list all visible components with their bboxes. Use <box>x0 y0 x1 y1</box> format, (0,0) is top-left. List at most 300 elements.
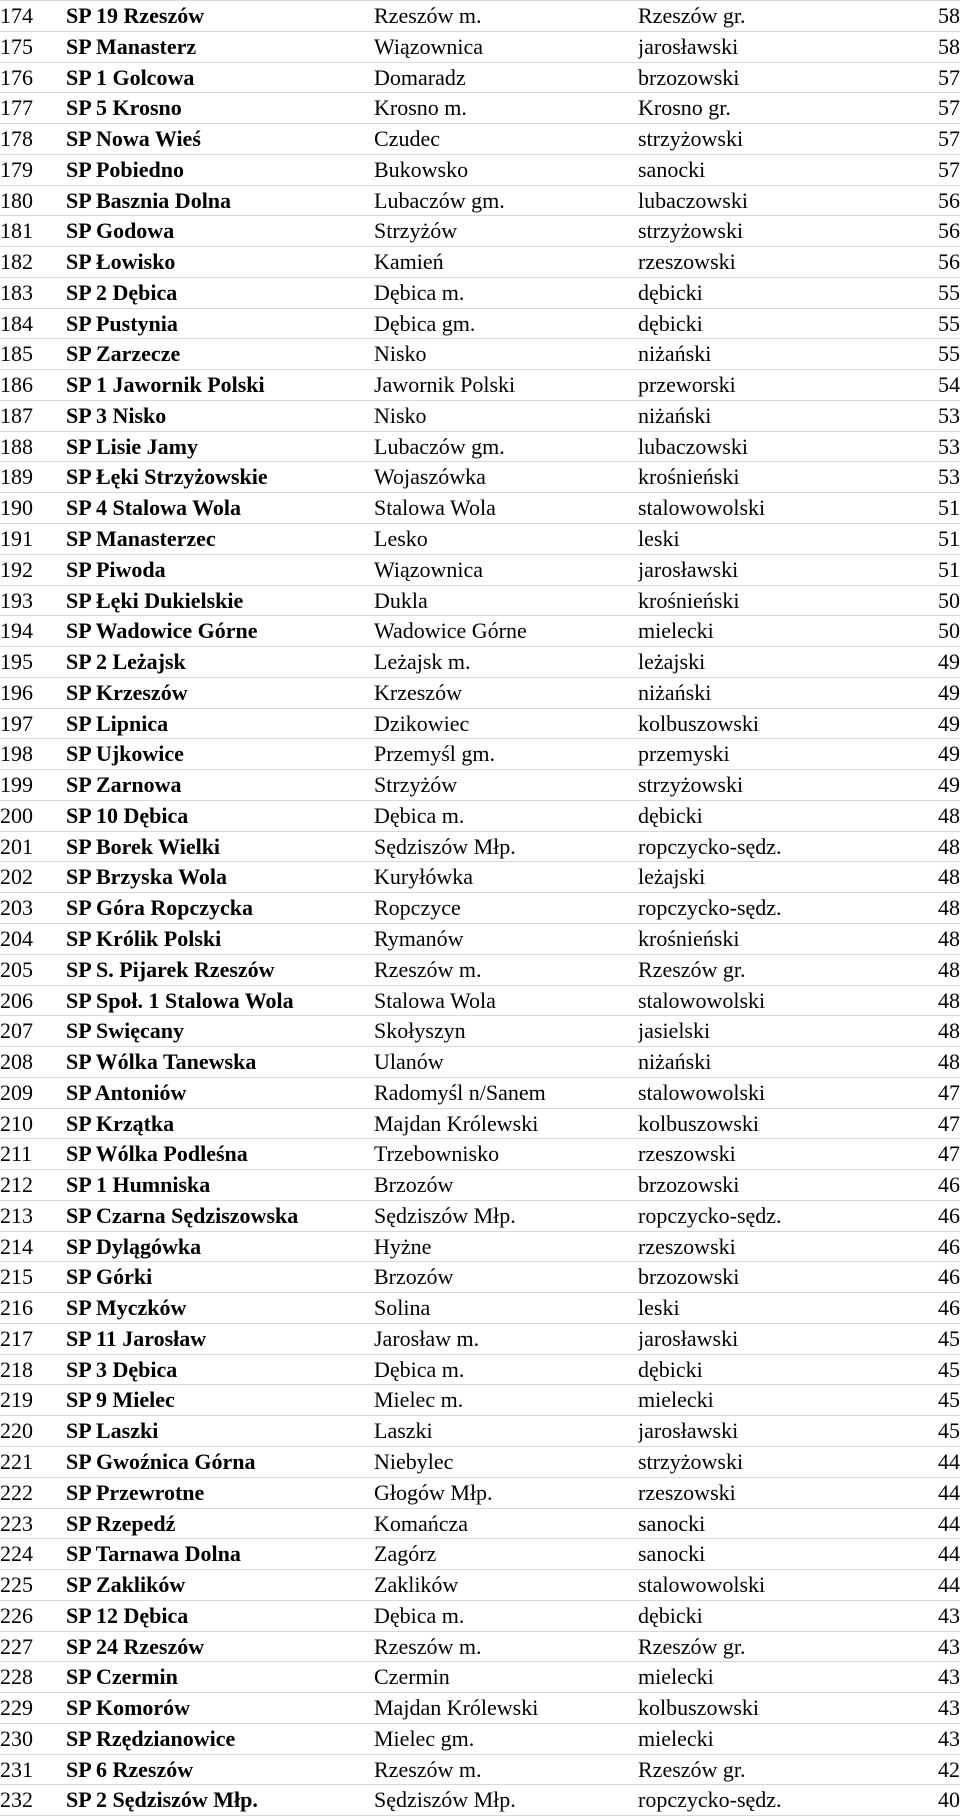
powiat-cell: kolbuszowski <box>638 708 898 739</box>
powiat-cell: ropczycko-sędz. <box>638 893 898 924</box>
gmina-cell: Rzeszów m. <box>374 954 638 985</box>
school-name-cell: SP Społ. 1 Stalowa Wola <box>66 985 374 1016</box>
school-name-cell: SP Manasterzec <box>66 524 374 555</box>
points-cell: 46 <box>898 1262 960 1293</box>
table-row <box>0 524 960 555</box>
powiat-cell: lubaczowski <box>638 431 898 462</box>
points-cell: 44 <box>898 1570 960 1601</box>
rank-cell: 230 <box>0 1723 66 1754</box>
points-cell: 42 <box>898 1754 960 1785</box>
rank-cell: 214 <box>0 1231 66 1262</box>
gmina-cell: Czermin <box>374 1662 638 1693</box>
points-cell: 48 <box>898 862 960 893</box>
points-cell: 48 <box>898 1016 960 1047</box>
school-name-cell: SP Góra Ropczycka <box>66 893 374 924</box>
rank-cell: 203 <box>0 893 66 924</box>
points-cell: 58 <box>898 1 960 32</box>
powiat-cell: lubaczowski <box>638 185 898 216</box>
gmina-cell: Nisko <box>374 339 638 370</box>
gmina-cell: Majdan Królewski <box>374 1693 638 1724</box>
school-name-cell: SP Krzątka <box>66 1108 374 1139</box>
table-row <box>0 1323 960 1354</box>
gmina-cell: Lubaczów gm. <box>374 185 638 216</box>
school-name-cell: SP Zarzecze <box>66 339 374 370</box>
rank-cell: 231 <box>0 1754 66 1785</box>
points-cell: 45 <box>898 1416 960 1447</box>
powiat-cell: ropczycko-sędz. <box>638 1200 898 1231</box>
gmina-cell: Dębica m. <box>374 277 638 308</box>
school-name-cell: SP 12 Dębica <box>66 1600 374 1631</box>
points-cell: 44 <box>898 1508 960 1539</box>
powiat-cell: niżański <box>638 677 898 708</box>
powiat-cell: jasielski <box>638 1016 898 1047</box>
school-name-cell: SP 11 Jarosław <box>66 1323 374 1354</box>
gmina-cell: Solina <box>374 1293 638 1324</box>
gmina-cell: Rzeszów m. <box>374 1 638 32</box>
points-cell: 49 <box>898 647 960 678</box>
points-cell: 47 <box>898 1139 960 1170</box>
table-row <box>0 1754 960 1785</box>
points-cell: 51 <box>898 524 960 555</box>
gmina-cell: Wiązownica <box>374 554 638 585</box>
school-name-cell: SP Swięcany <box>66 1016 374 1047</box>
gmina-cell: Dębica m. <box>374 800 638 831</box>
points-cell: 49 <box>898 739 960 770</box>
table-row <box>0 1446 960 1477</box>
school-name-cell: SP Dylągówka <box>66 1231 374 1262</box>
powiat-cell: stalowowolski <box>638 985 898 1016</box>
points-cell: 43 <box>898 1662 960 1693</box>
rank-cell: 188 <box>0 431 66 462</box>
school-name-cell: SP Lipnica <box>66 708 374 739</box>
table-row <box>0 893 960 924</box>
points-cell: 57 <box>898 124 960 155</box>
school-name-cell: SP 6 Rzeszów <box>66 1754 374 1785</box>
gmina-cell: Nisko <box>374 400 638 431</box>
gmina-cell: Radomyśl n/Sanem <box>374 1077 638 1108</box>
rank-cell: 202 <box>0 862 66 893</box>
powiat-cell: strzyżowski <box>638 124 898 155</box>
points-cell: 48 <box>898 923 960 954</box>
powiat-cell: przeworski <box>638 370 898 401</box>
gmina-cell: Wiązownica <box>374 31 638 62</box>
rank-cell: 196 <box>0 677 66 708</box>
powiat-cell: dębicki <box>638 800 898 831</box>
school-name-cell: SP 1 Golcowa <box>66 62 374 93</box>
rank-cell: 227 <box>0 1631 66 1662</box>
gmina-cell: Bukowsko <box>374 154 638 185</box>
rank-cell: 191 <box>0 524 66 555</box>
rank-cell: 184 <box>0 308 66 339</box>
points-cell: 47 <box>898 1077 960 1108</box>
gmina-cell: Stalowa Wola <box>374 493 638 524</box>
table-row <box>0 339 960 370</box>
powiat-cell: dębicki <box>638 308 898 339</box>
rank-cell: 222 <box>0 1477 66 1508</box>
rank-cell: 225 <box>0 1570 66 1601</box>
rank-cell: 232 <box>0 1785 66 1816</box>
table-row <box>0 185 960 216</box>
rank-cell: 221 <box>0 1446 66 1477</box>
powiat-cell: stalowowolski <box>638 1077 898 1108</box>
school-name-cell: SP Laszki <box>66 1416 374 1447</box>
gmina-cell: Lesko <box>374 524 638 555</box>
gmina-cell: Domaradz <box>374 62 638 93</box>
points-cell: 57 <box>898 62 960 93</box>
table-row <box>0 1354 960 1385</box>
points-cell: 57 <box>898 154 960 185</box>
powiat-cell: ropczycko-sędz. <box>638 831 898 862</box>
gmina-cell: Rzeszów m. <box>374 1754 638 1785</box>
powiat-cell: dębicki <box>638 1600 898 1631</box>
powiat-cell: rzeszowski <box>638 1477 898 1508</box>
school-name-cell: SP Antoniów <box>66 1077 374 1108</box>
rank-cell: 199 <box>0 770 66 801</box>
powiat-cell: kolbuszowski <box>638 1108 898 1139</box>
table-row <box>0 1693 960 1724</box>
rank-cell: 210 <box>0 1108 66 1139</box>
school-name-cell: SP Przewrotne <box>66 1477 374 1508</box>
points-cell: 43 <box>898 1693 960 1724</box>
gmina-cell: Dębica m. <box>374 1354 638 1385</box>
rank-cell: 216 <box>0 1293 66 1324</box>
table-row <box>0 1200 960 1231</box>
school-name-cell: SP Brzyska Wola <box>66 862 374 893</box>
points-cell: 45 <box>898 1323 960 1354</box>
powiat-cell: kolbuszowski <box>638 1693 898 1724</box>
school-name-cell: SP Zaklików <box>66 1570 374 1601</box>
points-cell: 55 <box>898 308 960 339</box>
points-cell: 53 <box>898 462 960 493</box>
rank-cell: 207 <box>0 1016 66 1047</box>
school-name-cell: SP Czarna Sędziszowska <box>66 1200 374 1231</box>
school-name-cell: SP 3 Nisko <box>66 400 374 431</box>
table-row <box>0 1539 960 1570</box>
rank-cell: 175 <box>0 31 66 62</box>
gmina-cell: Wadowice Górne <box>374 616 638 647</box>
gmina-cell: Mielec m. <box>374 1385 638 1416</box>
table-row <box>0 308 960 339</box>
ranking-table-body <box>0 1 960 1816</box>
table-row <box>0 1262 960 1293</box>
school-name-cell: SP 10 Dębica <box>66 800 374 831</box>
points-cell: 54 <box>898 370 960 401</box>
points-cell: 48 <box>898 1047 960 1078</box>
rank-cell: 206 <box>0 985 66 1016</box>
table-row <box>0 400 960 431</box>
school-name-cell: SP 1 Jawornik Polski <box>66 370 374 401</box>
points-cell: 49 <box>898 770 960 801</box>
table-row <box>0 1170 960 1201</box>
points-cell: 51 <box>898 554 960 585</box>
points-cell: 53 <box>898 400 960 431</box>
rank-cell: 180 <box>0 185 66 216</box>
school-name-cell: SP Łęki Dukielskie <box>66 585 374 616</box>
powiat-cell: jarosławski <box>638 1323 898 1354</box>
powiat-cell: Rzeszów gr. <box>638 954 898 985</box>
rank-cell: 189 <box>0 462 66 493</box>
points-cell: 43 <box>898 1600 960 1631</box>
points-cell: 58 <box>898 31 960 62</box>
gmina-cell: Krosno m. <box>374 93 638 124</box>
powiat-cell: dębicki <box>638 1354 898 1385</box>
rank-cell: 197 <box>0 708 66 739</box>
school-name-cell: SP 24 Rzeszów <box>66 1631 374 1662</box>
powiat-cell: dębicki <box>638 277 898 308</box>
gmina-cell: Czudec <box>374 124 638 155</box>
school-name-cell: SP Łęki Strzyżowskie <box>66 462 374 493</box>
points-cell: 44 <box>898 1539 960 1570</box>
rank-cell: 212 <box>0 1170 66 1201</box>
gmina-cell: Dębica m. <box>374 1600 638 1631</box>
rank-cell: 179 <box>0 154 66 185</box>
table-row <box>0 493 960 524</box>
school-name-cell: SP Nowa Wieś <box>66 124 374 155</box>
points-cell: 46 <box>898 1293 960 1324</box>
gmina-cell: Jawornik Polski <box>374 370 638 401</box>
table-row <box>0 770 960 801</box>
table-row <box>0 1108 960 1139</box>
gmina-cell: Rzeszów m. <box>374 1631 638 1662</box>
table-row <box>0 1231 960 1262</box>
rank-cell: 193 <box>0 585 66 616</box>
rank-cell: 194 <box>0 616 66 647</box>
school-name-cell: SP 9 Mielec <box>66 1385 374 1416</box>
school-name-cell: SP Królik Polski <box>66 923 374 954</box>
table-row <box>0 554 960 585</box>
powiat-cell: niżański <box>638 400 898 431</box>
school-name-cell: SP Borek Wielki <box>66 831 374 862</box>
gmina-cell: Dzikowiec <box>374 708 638 739</box>
rank-cell: 195 <box>0 647 66 678</box>
points-cell: 48 <box>898 954 960 985</box>
points-cell: 44 <box>898 1446 960 1477</box>
rank-cell: 198 <box>0 739 66 770</box>
powiat-cell: krośnieński <box>638 462 898 493</box>
rank-cell: 174 <box>0 1 66 32</box>
school-name-cell: SP 3 Dębica <box>66 1354 374 1385</box>
rank-cell: 209 <box>0 1077 66 1108</box>
table-row <box>0 1662 960 1693</box>
rank-cell: 186 <box>0 370 66 401</box>
gmina-cell: Lubaczów gm. <box>374 431 638 462</box>
table-row <box>0 1631 960 1662</box>
gmina-cell: Sędziszów Młp. <box>374 1200 638 1231</box>
gmina-cell: Głogów Młp. <box>374 1477 638 1508</box>
powiat-cell: mielecki <box>638 1385 898 1416</box>
school-name-cell: SP Łowisko <box>66 247 374 278</box>
powiat-cell: leżajski <box>638 647 898 678</box>
school-name-cell: SP 2 Sędziszów Młp. <box>66 1785 374 1816</box>
powiat-cell: rzeszowski <box>638 1231 898 1262</box>
rank-cell: 192 <box>0 554 66 585</box>
points-cell: 47 <box>898 1108 960 1139</box>
powiat-cell: sanocki <box>638 1508 898 1539</box>
table-row <box>0 62 960 93</box>
points-cell: 43 <box>898 1631 960 1662</box>
powiat-cell: mielecki <box>638 1662 898 1693</box>
rank-cell: 200 <box>0 800 66 831</box>
table-row <box>0 154 960 185</box>
table-row <box>0 800 960 831</box>
powiat-cell: krośnieński <box>638 585 898 616</box>
points-cell: 45 <box>898 1385 960 1416</box>
table-row <box>0 708 960 739</box>
powiat-cell: niżański <box>638 1047 898 1078</box>
table-row <box>0 462 960 493</box>
school-name-cell: SP Godowa <box>66 216 374 247</box>
powiat-cell: leski <box>638 524 898 555</box>
school-name-cell: SP Piwoda <box>66 554 374 585</box>
rank-cell: 220 <box>0 1416 66 1447</box>
points-cell: 51 <box>898 493 960 524</box>
rank-cell: 205 <box>0 954 66 985</box>
powiat-cell: strzyżowski <box>638 1446 898 1477</box>
points-cell: 43 <box>898 1723 960 1754</box>
gmina-cell: Rymanów <box>374 923 638 954</box>
table-row <box>0 1785 960 1816</box>
rank-cell: 218 <box>0 1354 66 1385</box>
school-name-cell: SP Komorów <box>66 1693 374 1724</box>
table-row <box>0 370 960 401</box>
school-name-cell: SP Gwoźnica Górna <box>66 1446 374 1477</box>
powiat-cell: stalowowolski <box>638 493 898 524</box>
points-cell: 50 <box>898 616 960 647</box>
points-cell: 49 <box>898 677 960 708</box>
powiat-cell: ropczycko-sędz. <box>638 1785 898 1816</box>
table-row <box>0 862 960 893</box>
rank-cell: 224 <box>0 1539 66 1570</box>
rank-cell: 177 <box>0 93 66 124</box>
table-row <box>0 1016 960 1047</box>
powiat-cell: leżajski <box>638 862 898 893</box>
gmina-cell: Sędziszów Młp. <box>374 1785 638 1816</box>
points-cell: 48 <box>898 985 960 1016</box>
powiat-cell: brzozowski <box>638 1262 898 1293</box>
gmina-cell: Majdan Królewski <box>374 1108 638 1139</box>
school-name-cell: SP Czermin <box>66 1662 374 1693</box>
rank-cell: 182 <box>0 247 66 278</box>
powiat-cell: Rzeszów gr. <box>638 1754 898 1785</box>
school-name-cell: SP Myczków <box>66 1293 374 1324</box>
rank-cell: 215 <box>0 1262 66 1293</box>
gmina-cell: Sędziszów Młp. <box>374 831 638 862</box>
powiat-cell: Krosno gr. <box>638 93 898 124</box>
powiat-cell: strzyżowski <box>638 216 898 247</box>
school-name-cell: SP Tarnawa Dolna <box>66 1539 374 1570</box>
powiat-cell: jarosławski <box>638 1416 898 1447</box>
rank-cell: 217 <box>0 1323 66 1354</box>
gmina-cell: Trzebownisko <box>374 1139 638 1170</box>
gmina-cell: Brzozów <box>374 1170 638 1201</box>
powiat-cell: jarosławski <box>638 554 898 585</box>
school-name-cell: SP Manasterz <box>66 31 374 62</box>
powiat-cell: rzeszowski <box>638 247 898 278</box>
table-row <box>0 585 960 616</box>
powiat-cell: Rzeszów gr. <box>638 1 898 32</box>
rank-cell: 181 <box>0 216 66 247</box>
gmina-cell: Mielec gm. <box>374 1723 638 1754</box>
rank-cell: 201 <box>0 831 66 862</box>
school-name-cell: SP Ujkowice <box>66 739 374 770</box>
points-cell: 46 <box>898 1170 960 1201</box>
table-row <box>0 985 960 1016</box>
points-cell: 56 <box>898 185 960 216</box>
points-cell: 46 <box>898 1200 960 1231</box>
table-row <box>0 124 960 155</box>
powiat-cell: przemyski <box>638 739 898 770</box>
rank-cell: 226 <box>0 1600 66 1631</box>
rank-cell: 185 <box>0 339 66 370</box>
gmina-cell: Ulanów <box>374 1047 638 1078</box>
gmina-cell: Komańcza <box>374 1508 638 1539</box>
gmina-cell: Dębica gm. <box>374 308 638 339</box>
points-cell: 57 <box>898 93 960 124</box>
gmina-cell: Ropczyce <box>374 893 638 924</box>
powiat-cell: sanocki <box>638 154 898 185</box>
rank-cell: 228 <box>0 1662 66 1693</box>
powiat-cell: Rzeszów gr. <box>638 1631 898 1662</box>
gmina-cell: Dukla <box>374 585 638 616</box>
rank-cell: 176 <box>0 62 66 93</box>
gmina-cell: Laszki <box>374 1416 638 1447</box>
school-name-cell: SP Wadowice Górne <box>66 616 374 647</box>
school-name-cell: SP 19 Rzeszów <box>66 1 374 32</box>
points-cell: 49 <box>898 708 960 739</box>
points-cell: 53 <box>898 431 960 462</box>
table-row <box>0 1077 960 1108</box>
powiat-cell: brzozowski <box>638 62 898 93</box>
table-row <box>0 954 960 985</box>
gmina-cell: Leżajsk m. <box>374 647 638 678</box>
gmina-cell: Brzozów <box>374 1262 638 1293</box>
table-row <box>0 1385 960 1416</box>
powiat-cell: jarosławski <box>638 31 898 62</box>
rank-cell: 183 <box>0 277 66 308</box>
gmina-cell: Kuryłówka <box>374 862 638 893</box>
school-name-cell: SP Wólka Podleśna <box>66 1139 374 1170</box>
points-cell: 48 <box>898 800 960 831</box>
gmina-cell: Przemyśl gm. <box>374 739 638 770</box>
school-name-cell: SP Wólka Tanewska <box>66 1047 374 1078</box>
gmina-cell: Zaklików <box>374 1570 638 1601</box>
rank-cell: 229 <box>0 1693 66 1724</box>
rank-cell: 204 <box>0 923 66 954</box>
table-row <box>0 831 960 862</box>
powiat-cell: stalowowolski <box>638 1570 898 1601</box>
table-row <box>0 31 960 62</box>
powiat-cell: strzyżowski <box>638 770 898 801</box>
table-row <box>0 1047 960 1078</box>
table-row <box>0 1600 960 1631</box>
table-row <box>0 277 960 308</box>
rank-cell: 223 <box>0 1508 66 1539</box>
points-cell: 40 <box>898 1785 960 1816</box>
powiat-cell: mielecki <box>638 1723 898 1754</box>
rank-cell: 187 <box>0 400 66 431</box>
powiat-cell: sanocki <box>638 1539 898 1570</box>
gmina-cell: Stalowa Wola <box>374 985 638 1016</box>
table-row <box>0 1508 960 1539</box>
table-row <box>0 616 960 647</box>
points-cell: 48 <box>898 893 960 924</box>
school-name-cell: SP 1 Humniska <box>66 1170 374 1201</box>
table-row <box>0 216 960 247</box>
table-row <box>0 1139 960 1170</box>
table-row <box>0 677 960 708</box>
school-name-cell: SP Basznia Dolna <box>66 185 374 216</box>
points-cell: 50 <box>898 585 960 616</box>
